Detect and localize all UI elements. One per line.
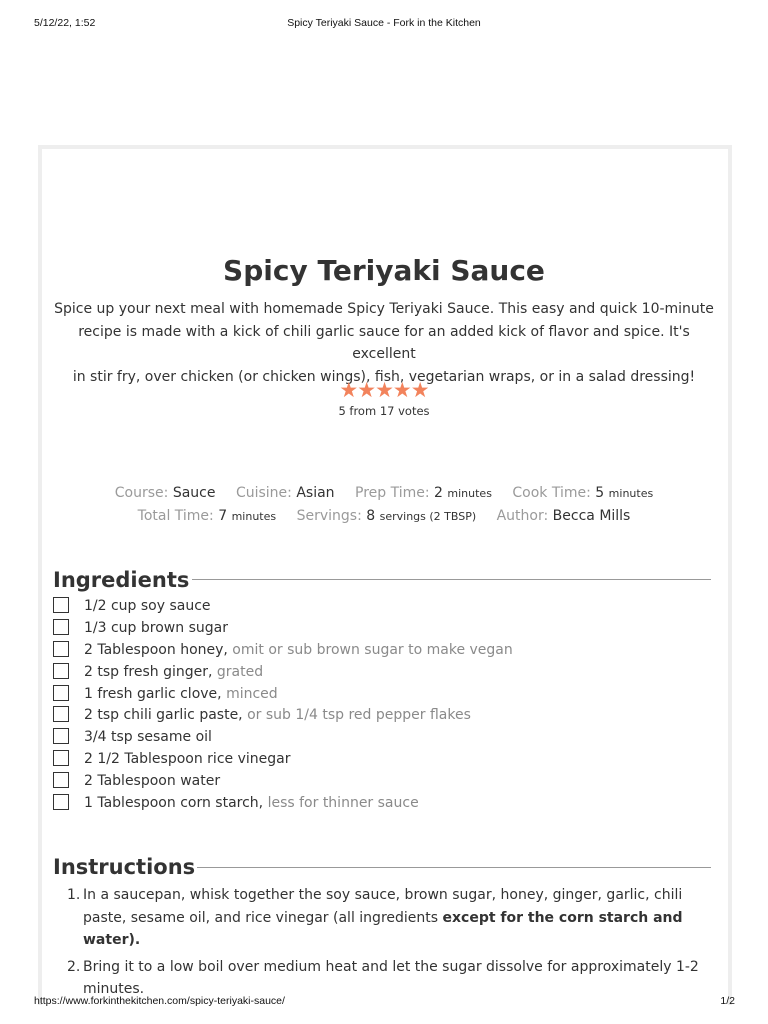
ingredient-item (53, 749, 703, 771)
instructions-heading: Instructions (53, 855, 196, 879)
instruction-step (53, 884, 713, 952)
summary-line: in stir fry, over chicken (or chicken wings), fish, vegetarian wraps, or in a salad dressing! (72, 368, 696, 385)
meta-cuisine (236, 485, 335, 501)
instruction-step (53, 956, 713, 1001)
ingredient-amount-name: 2 tsp chili garlic paste, (84, 707, 243, 724)
meta-label: Total Time: (137, 508, 214, 524)
meta-value[interactable]: 8 (366, 508, 376, 524)
meta-servings (297, 508, 477, 524)
ingredients-list (53, 596, 703, 815)
ingredient-item (53, 771, 703, 793)
meta-value: Sauce (172, 485, 216, 501)
meta-label: Course: (114, 485, 169, 501)
ingredient-checkbox[interactable] (53, 750, 69, 766)
ingredient-amount-name: 2 tsp fresh ginger, (84, 663, 213, 680)
ingredient-checkbox[interactable] (53, 641, 69, 657)
meta-value: 7 (218, 508, 228, 524)
ingredient-text (84, 620, 228, 636)
ingredient-item (53, 618, 703, 640)
ingredient-note: minced (221, 685, 278, 702)
ingredient-item (53, 705, 703, 727)
ingredient-text (84, 598, 211, 614)
meta-unit: servings (2 TBSP) (379, 510, 477, 523)
meta-label: Servings: (296, 508, 362, 524)
step-number: 2. (67, 958, 81, 975)
ingredient-note: or sub 1/4 tsp red pepper flakes (242, 707, 471, 724)
meta-unit: minutes (608, 487, 654, 500)
step-number: 1. (67, 887, 81, 903)
recipe-meta-row-2 (0, 508, 768, 524)
meta-label: Cook Time: (512, 485, 591, 501)
print-header (0, 17, 768, 31)
rating-votes: 5 from 17 votes (338, 404, 430, 418)
meta-value: 2 (434, 485, 443, 501)
rating-stars-icon[interactable]: ★★★★★ (339, 378, 429, 402)
print-footer (0, 995, 768, 1009)
ingredient-note: grated (212, 663, 264, 680)
ingredient-item (53, 640, 703, 662)
summary-line: Spice up your next meal with homemade Spicy Teriyaki Sauce. This easy and quick 10-minute (54, 301, 714, 317)
ingredient-checkbox[interactable] (53, 685, 69, 701)
ingredient-text (84, 664, 263, 680)
step-text: Bring it to a low boil over medium heat and let the sugar dissolve for approximately 1-2 minutes. (83, 958, 699, 997)
meta-label: Cuisine: (235, 485, 292, 501)
meta-label: Author: (496, 508, 549, 524)
ingredient-text (84, 729, 212, 745)
meta-value: Becca Mills (552, 508, 631, 524)
ingredient-item (53, 793, 703, 815)
ingredient-checkbox[interactable] (53, 728, 69, 744)
print-url: https://www.forkinthekitchen.com/spicy-teriyaki-sauce/ (34, 995, 285, 1007)
ingredient-checkbox[interactable] (53, 772, 69, 788)
ingredient-text (84, 795, 419, 811)
ingredient-text (84, 707, 471, 723)
step-bold-text: except for the corn starch and water). (83, 909, 683, 948)
meta-value: Asian (296, 485, 335, 501)
ingredient-amount-name: 2 Tablespoon water (84, 773, 221, 790)
ingredient-amount-name: 1/3 cup brown sugar (84, 619, 228, 636)
ingredient-text (84, 773, 220, 789)
ingredient-checkbox[interactable] (53, 619, 69, 635)
ingredient-checkbox[interactable] (53, 794, 69, 810)
ingredient-amount-name: 1 Tablespoon corn starch, (84, 795, 264, 812)
print-page-number: 1/2 (720, 995, 735, 1007)
meta-unit: minutes (447, 487, 492, 500)
print-date: 5/12/22, 1:52 (34, 17, 96, 29)
section-divider (197, 867, 711, 868)
ingredient-amount-name: 1/2 cup soy sauce (84, 598, 211, 614)
meta-value: 5 (595, 485, 605, 501)
ingredient-amount-name: 1 fresh garlic clove, (84, 685, 222, 702)
meta-prep-time (355, 485, 492, 501)
recipe-summary (52, 298, 716, 388)
ingredient-checkbox[interactable] (53, 706, 69, 722)
meta-cook-time (512, 485, 653, 501)
ingredient-checkbox[interactable] (53, 597, 69, 613)
ingredient-amount-name: 2 1/2 Tablespoon rice vinegar (84, 751, 291, 768)
ingredients-heading: Ingredients (53, 568, 190, 592)
ingredient-item (53, 596, 703, 618)
meta-author (497, 508, 631, 524)
ingredient-text (84, 642, 513, 658)
ingredient-text (84, 751, 290, 767)
meta-unit: minutes (231, 510, 277, 523)
step-text: In a saucepan, whisk together the soy sauce, brown sugar, honey, ginger, garlic, chili paste, sesame oil, and rice vinegar (all ingredients (83, 887, 683, 926)
section-divider (192, 579, 711, 580)
recipe-title: Spicy Teriyaki Sauce (223, 254, 545, 287)
ingredient-checkbox[interactable] (53, 663, 69, 679)
ingredient-item (53, 662, 703, 684)
print-page-title: Spicy Teriyaki Sauce - Fork in the Kitchen (287, 17, 481, 29)
ingredient-text (84, 686, 278, 702)
meta-label: Prep Time: (355, 485, 430, 501)
meta-total-time (138, 508, 276, 524)
ingredient-amount-name: 2 Tablespoon honey, (84, 641, 228, 658)
ingredient-item (53, 684, 703, 706)
ingredient-amount-name: 3/4 tsp sesame oil (84, 729, 212, 746)
meta-course (115, 485, 216, 501)
instructions-list (53, 884, 713, 1005)
summary-line: recipe is made with a kick of chili garlic sauce for an added kick of flavor and spice. It's excellent (78, 323, 690, 362)
recipe-meta-row-1 (0, 485, 768, 501)
ingredient-note: less for thinner sauce (263, 795, 419, 812)
ingredient-note: omit or sub brown sugar to make vegan (227, 641, 513, 658)
ingredient-item (53, 727, 703, 749)
